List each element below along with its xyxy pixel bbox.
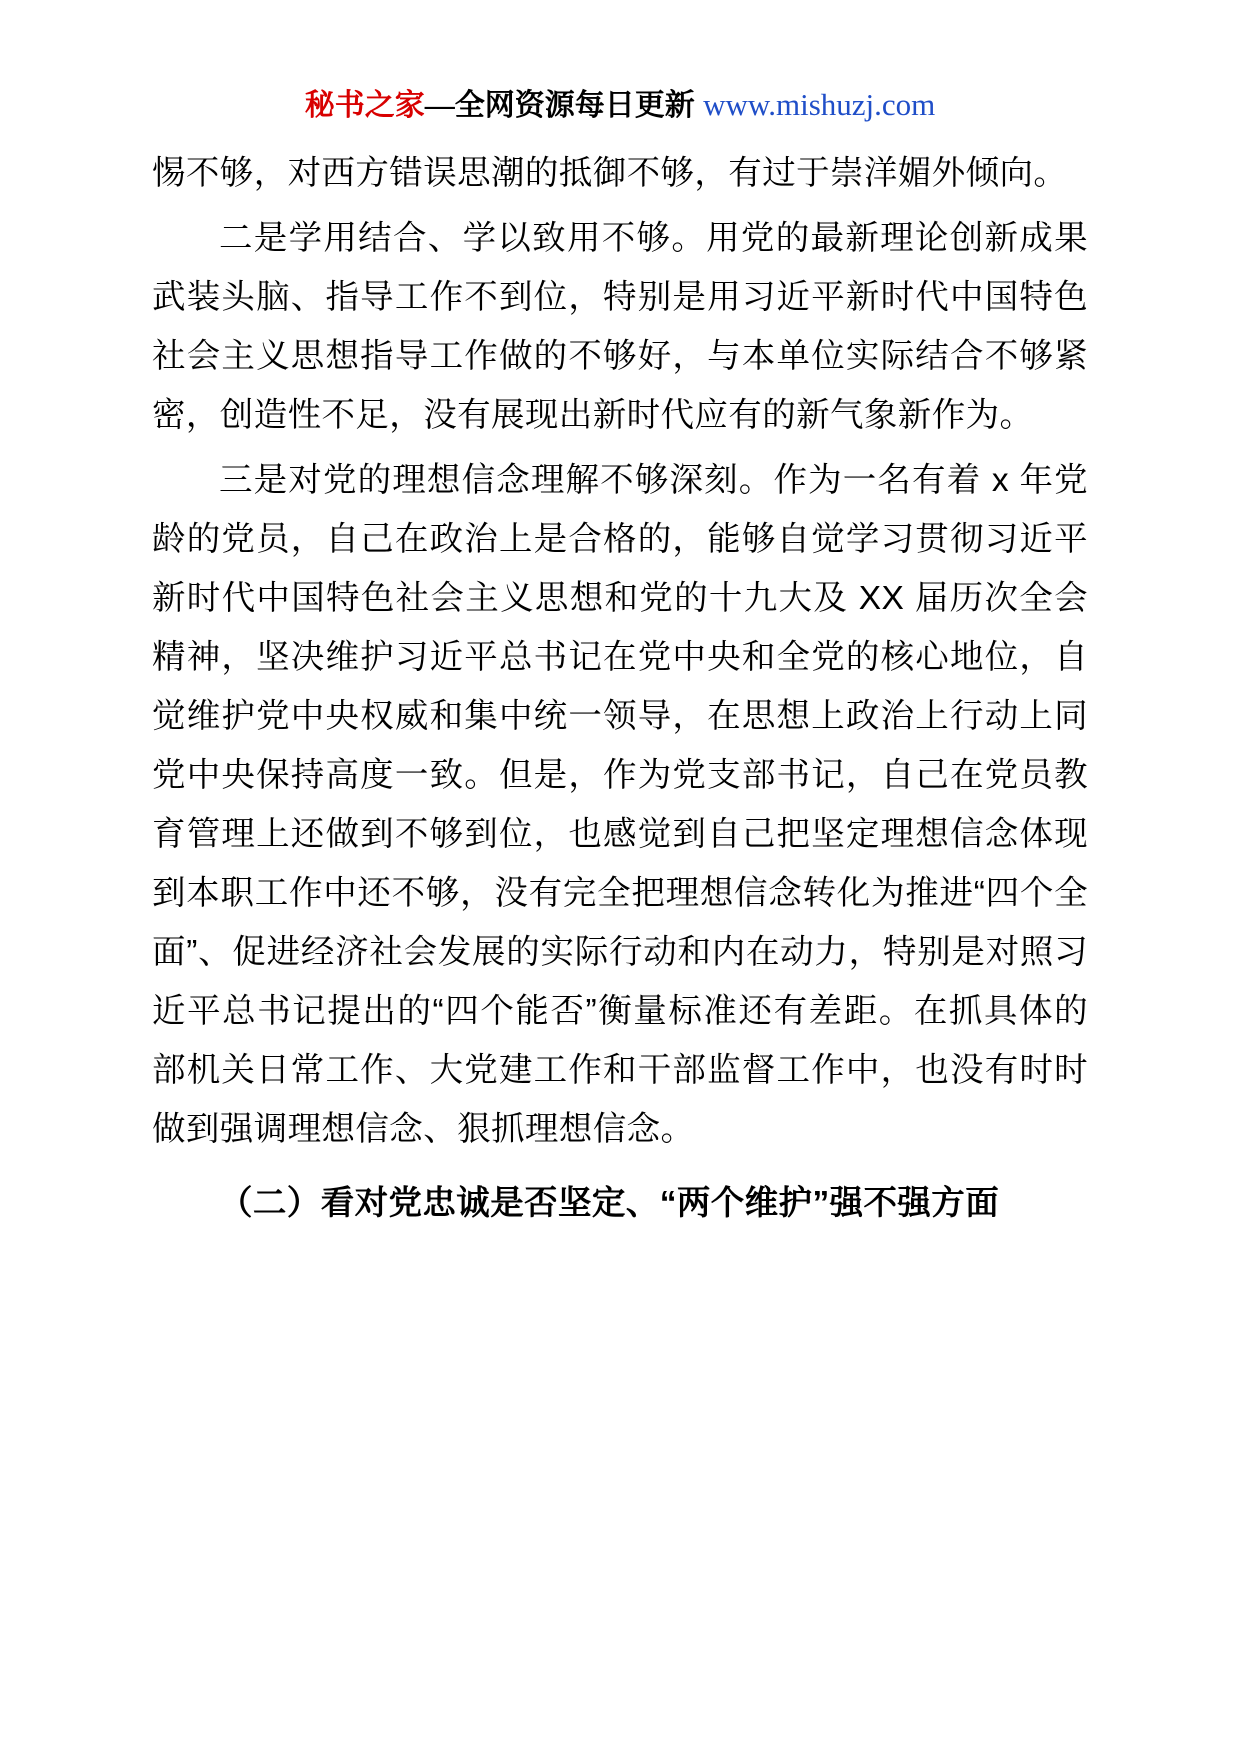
paragraph-point-three: 三是对党的理想信念理解不够深刻。作为一名有着 x 年党龄的党员，自己在政治上是合格的，能够自觉学习贯彻习近平新时代中国特色社会主义思想和党的十九大及 XX 届历次全会精神，坚决维护习近平总书记在党中央和全党的核心地位，自觉维护党中央权威和集中统一领导，在思想上政治上行动上同党中央保持高度一致。但是，作为党支部书记，自己在党员教育管理上还做到不够到位，也感觉到自己把坚定理想信念体现到本职工作中还不够，没有完全把理想信念转化为推进“四个全面”、促进经济社会发展的实际行动和内在动力，特别是对照习近平总书记提出的“四个能否”衡量标准还有差距。在抓具体的部机关日常工作、大党建工作和干部监督工作中，也没有时时做到强调理想信念、狠抓理想信念。 [152,462,1088,1148]
watermark-url[interactable]: www.mishuzj.com [703,87,936,122]
document-body [152,144,1088,1235]
watermark-banner [152,0,1088,124]
heading-spacer [152,1159,1088,1173]
watermark-brand: 秘书之家 [304,89,425,122]
watermark-dash: — [424,89,455,122]
paragraph-continuation: 惕不够，对西方错误思潮的抵御不够，有过于崇洋媚外倾向。 [152,155,1068,192]
paragraph-point-two: 二是学用结合、学以致用不够。用党的最新理论创新成果武装头脑、指导工作不到位，特别是用习近平新时代中国特色社会主义思想指导工作做的不够好，与本单位实际结合不够紧密，创造性不足，没有展现出新时代应有的新气象新作为。 [152,220,1088,434]
section-heading: （二）看对党忠诚是否坚定、“两个维护”强不强方面 [219,1185,1000,1222]
watermark-tagline: 全网资源每日更新 [454,89,695,122]
